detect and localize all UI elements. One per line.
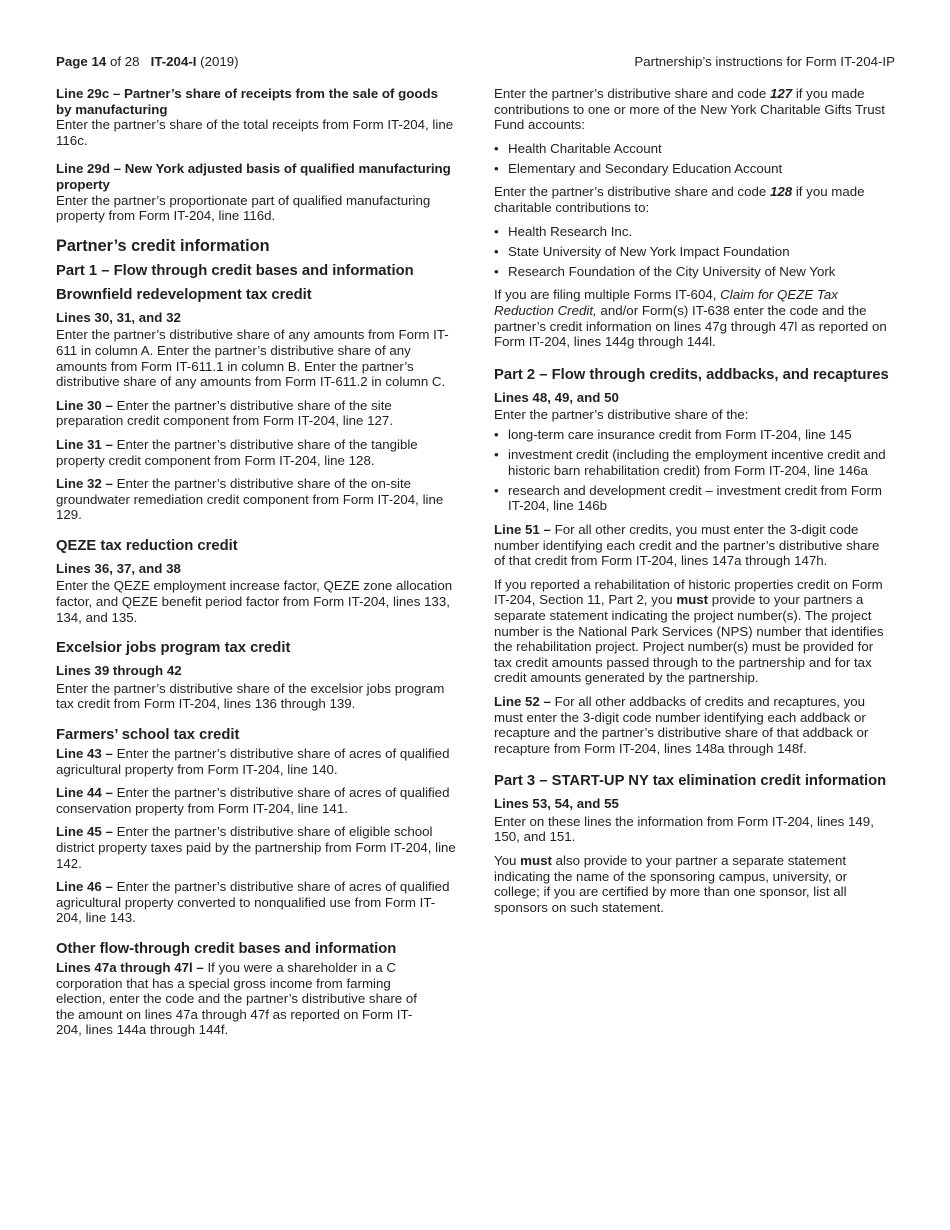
multiple-forms-post: and/or Form(s) IT-638 enter the code and the partner’s credit information on lines 47g through 47l as reported on Form IT-204, lines 144g through 144l. bbox=[494, 303, 887, 350]
line-47-paragraph bbox=[56, 960, 426, 1038]
list-127 bbox=[494, 141, 894, 177]
line-52-text: For all other addbacks of credits and recaptures, you must enter the 3-digit code number identifying each addback or recapture and the partner’s distributive share of that addback or recapture from Form IT-204, lines 148a through 148f. bbox=[494, 693, 869, 756]
lines-36-38-text: Enter the QEZE employment increase factor, QEZE zone allocation factor, and QEZE benefit period factor from Form IT-204, lines 133, 134, and 135. bbox=[56, 578, 453, 625]
header-title: Partnership’s instructions for Form IT-204-IP bbox=[634, 54, 895, 69]
left-column bbox=[56, 86, 456, 1046]
line-51-text: For all other credits, you must enter the 3-digit code number identifying each credit and the partner’s distributive share of that credit from Form IT-204, lines 147a through 147h. bbox=[494, 521, 880, 569]
brownfield-title: Brownfield redevelopment tax credit bbox=[56, 286, 312, 303]
line-30-text: Enter the partner’s distributive share of the site preparation credit component from Form IT-204, line 127. bbox=[56, 397, 394, 429]
line-52-paragraph bbox=[494, 694, 894, 756]
line-29d-text: Enter the partner’s proportionate part of qualified manufacturing property from Form IT-204, line 116d. bbox=[56, 192, 431, 224]
line-46-label: Line 46 – bbox=[56, 879, 113, 895]
list-item: • Health Charitable Account bbox=[494, 141, 894, 157]
line-32-text: Enter the partner’s distributive share of the on-site groundwater remediation credit component from Form IT-204, line 129. bbox=[56, 476, 444, 523]
page-label: Page 14 bbox=[56, 54, 107, 69]
line-51-label: Line 51 – bbox=[494, 521, 551, 537]
lines-30-32-heading: Lines 30, 31, and 32 bbox=[56, 309, 181, 325]
final-paragraph bbox=[494, 853, 894, 915]
line-32-label: Line 32 – bbox=[56, 476, 113, 492]
lines-36-38-heading: Lines 36, 37, and 38 bbox=[56, 560, 181, 576]
line-31-text: Enter the partner’s distributive share of the tangible property credit component from Form IT-204, line 128. bbox=[56, 436, 418, 468]
code-128-pre: Enter the partner’s distributive share and code bbox=[494, 184, 770, 200]
line-52-label: Line 52 – bbox=[494, 693, 551, 709]
line-45-paragraph bbox=[56, 824, 456, 871]
line-44-text: Enter the partner’s distributive share of acres of qualified conservation property from Form IT-204, line 141. bbox=[56, 785, 450, 816]
line-44-label: Line 44 – bbox=[56, 785, 113, 801]
code-127-paragraph bbox=[494, 86, 894, 133]
lines-48-50-intro: Enter the partner’s distributive share of the: bbox=[494, 407, 749, 423]
line-29c-text: Enter the partner’s share of the total receipts from Form IT-204, line 116c. bbox=[56, 117, 454, 148]
line-45-label: Line 45 – bbox=[56, 824, 113, 840]
list-item: • research and development credit – investment credit from Form IT-204, line 146b bbox=[494, 483, 894, 514]
final-post: also provide to your partner a separate statement indicating the name of the sponsoring campus, university, or college; if you are certified by more than one sponsor, list all sponsors on such statement. bbox=[494, 853, 848, 915]
line-43-label: Line 43 – bbox=[56, 746, 113, 762]
list-item: • Elementary and Secondary Education Account bbox=[494, 161, 894, 177]
page-header bbox=[56, 54, 895, 72]
form-year: (2019) bbox=[196, 54, 239, 69]
rehab-paragraph bbox=[494, 577, 894, 686]
part3-title: Part 3 – START-UP NY tax elimination credit information bbox=[494, 773, 887, 790]
line-46-text: Enter the partner’s distributive share of acres of qualified agricultural property converted to nonqualified use from Form IT-204, line 143. bbox=[56, 879, 450, 926]
list-48-50 bbox=[494, 427, 894, 514]
code-128-post: if you made charitable contributions to: bbox=[494, 184, 865, 216]
page-of: of 28 bbox=[106, 54, 140, 69]
list-item: • long-term care insurance credit from Form IT-204, line 145 bbox=[494, 427, 894, 443]
final-pre: You bbox=[494, 853, 521, 869]
lines-53-55-text: Enter on these lines the information from Form IT-204, lines 149, 150, and 151. bbox=[494, 813, 874, 845]
line-29c-heading: Line 29c – Partner’s share of receipts from the sale of goods by manufacturing bbox=[56, 86, 439, 117]
list-item: • Health Research Inc. bbox=[494, 224, 894, 240]
list-item: • Research Foundation of the City University of New York bbox=[494, 264, 894, 280]
form-id: IT-204-I bbox=[150, 54, 197, 69]
lines-30-32-text: Enter the partner’s distributive share of any amounts from Form IT-611 in column A. Enter the partner’s distributive share of any amounts from Form IT-611.1 in column B. Enter the partner’s distributive share of any amounts from Form IT-611.2 in column C. bbox=[56, 327, 449, 390]
line-31-paragraph bbox=[56, 437, 456, 468]
line-29d-heading: Line 29d – New York adjusted basis of qualified manufacturing property bbox=[56, 161, 451, 192]
lines-53-55-heading: Lines 53, 54, and 55 bbox=[494, 796, 619, 812]
right-column bbox=[494, 86, 894, 923]
line-46-paragraph bbox=[56, 879, 456, 926]
multiple-forms-paragraph bbox=[494, 287, 894, 349]
code-127-post: if you made contributions to one or more of the New York Charitable Gifts Trust Fund accounts: bbox=[494, 86, 885, 133]
code-128-paragraph bbox=[494, 184, 894, 215]
page-number bbox=[56, 54, 239, 69]
line-47-label: Lines 47a through 47l – bbox=[56, 959, 204, 975]
lines-39-42-text: Enter the partner’s distributive share of the excelsior jobs program tax credit from Form IT-204, lines 136 through 139. bbox=[56, 680, 445, 712]
farmers-title: Farmers’ school tax credit bbox=[56, 727, 240, 744]
line-51-paragraph bbox=[494, 522, 894, 569]
line-44-paragraph bbox=[56, 785, 456, 816]
line-30-paragraph bbox=[56, 398, 456, 429]
other-title: Other flow-through credit bases and information bbox=[56, 940, 397, 957]
line-30-label: Line 30 – bbox=[56, 397, 113, 413]
line-32-paragraph bbox=[56, 476, 456, 523]
section-title: Partner’s credit information bbox=[56, 236, 270, 255]
rehab-must: must bbox=[676, 592, 709, 608]
multiple-forms-italic: Claim for QEZE Tax Reduction Credit, bbox=[494, 287, 838, 319]
code-127-pre: Enter the partner’s distributive share and code bbox=[494, 86, 770, 101]
multiple-forms-pre: If you are filing multiple Forms IT-604, bbox=[494, 287, 721, 303]
qeze-title: QEZE tax reduction credit bbox=[56, 537, 238, 554]
code-128: 128 bbox=[769, 184, 793, 200]
part1-title: Part 1 – Flow through credit bases and information bbox=[56, 262, 414, 279]
lines-48-50-heading: Lines 48, 49, and 50 bbox=[494, 389, 619, 405]
line-31-label: Line 31 – bbox=[56, 436, 113, 452]
code-127: 127 bbox=[769, 86, 793, 101]
list-128 bbox=[494, 224, 894, 280]
excelsior-title: Excelsior jobs program tax credit bbox=[56, 640, 291, 657]
part2-title: Part 2 – Flow through credits, addbacks, and recaptures bbox=[494, 366, 889, 383]
line-43-text: Enter the partner’s distributive share of acres of qualified agricultural property from Form IT-204, line 140. bbox=[56, 746, 450, 777]
line-45-text: Enter the partner’s distributive share of eligible school district property taxes paid by the partnership from Form IT-204, line 142. bbox=[56, 824, 456, 871]
lines-39-42-heading: Lines 39 through 42 bbox=[56, 663, 182, 679]
line-43-paragraph bbox=[56, 746, 456, 777]
line-47-text: If you were a shareholder in a C corporation that has a special gross income from farming election, enter the code and the partner’s distributive share of the amount on lines 47a through 47f as reported on Form IT-204, lines 144a through 144f. bbox=[56, 959, 417, 1038]
rehab-pre: If you reported a rehabilitation of historic properties credit on Form IT-204, Section 11, Part 2, you bbox=[494, 576, 883, 608]
final-must: must bbox=[520, 853, 552, 869]
rehab-post: provide to your partners a separate statement indicating the project number(s). The project number is the National Park Services (NPS) number that identifies the rehabilitation project. Project number(s) must be provided for tax credit amounts passed through to the partnership and for tax credit amounts generated by the partnership. bbox=[494, 592, 884, 686]
list-item: • investment credit (including the employment incentive credit and historic barn rehabilitation credit) from Form IT-204, line 146a bbox=[494, 447, 894, 478]
list-item: • State University of New York Impact Foundation bbox=[494, 244, 894, 260]
